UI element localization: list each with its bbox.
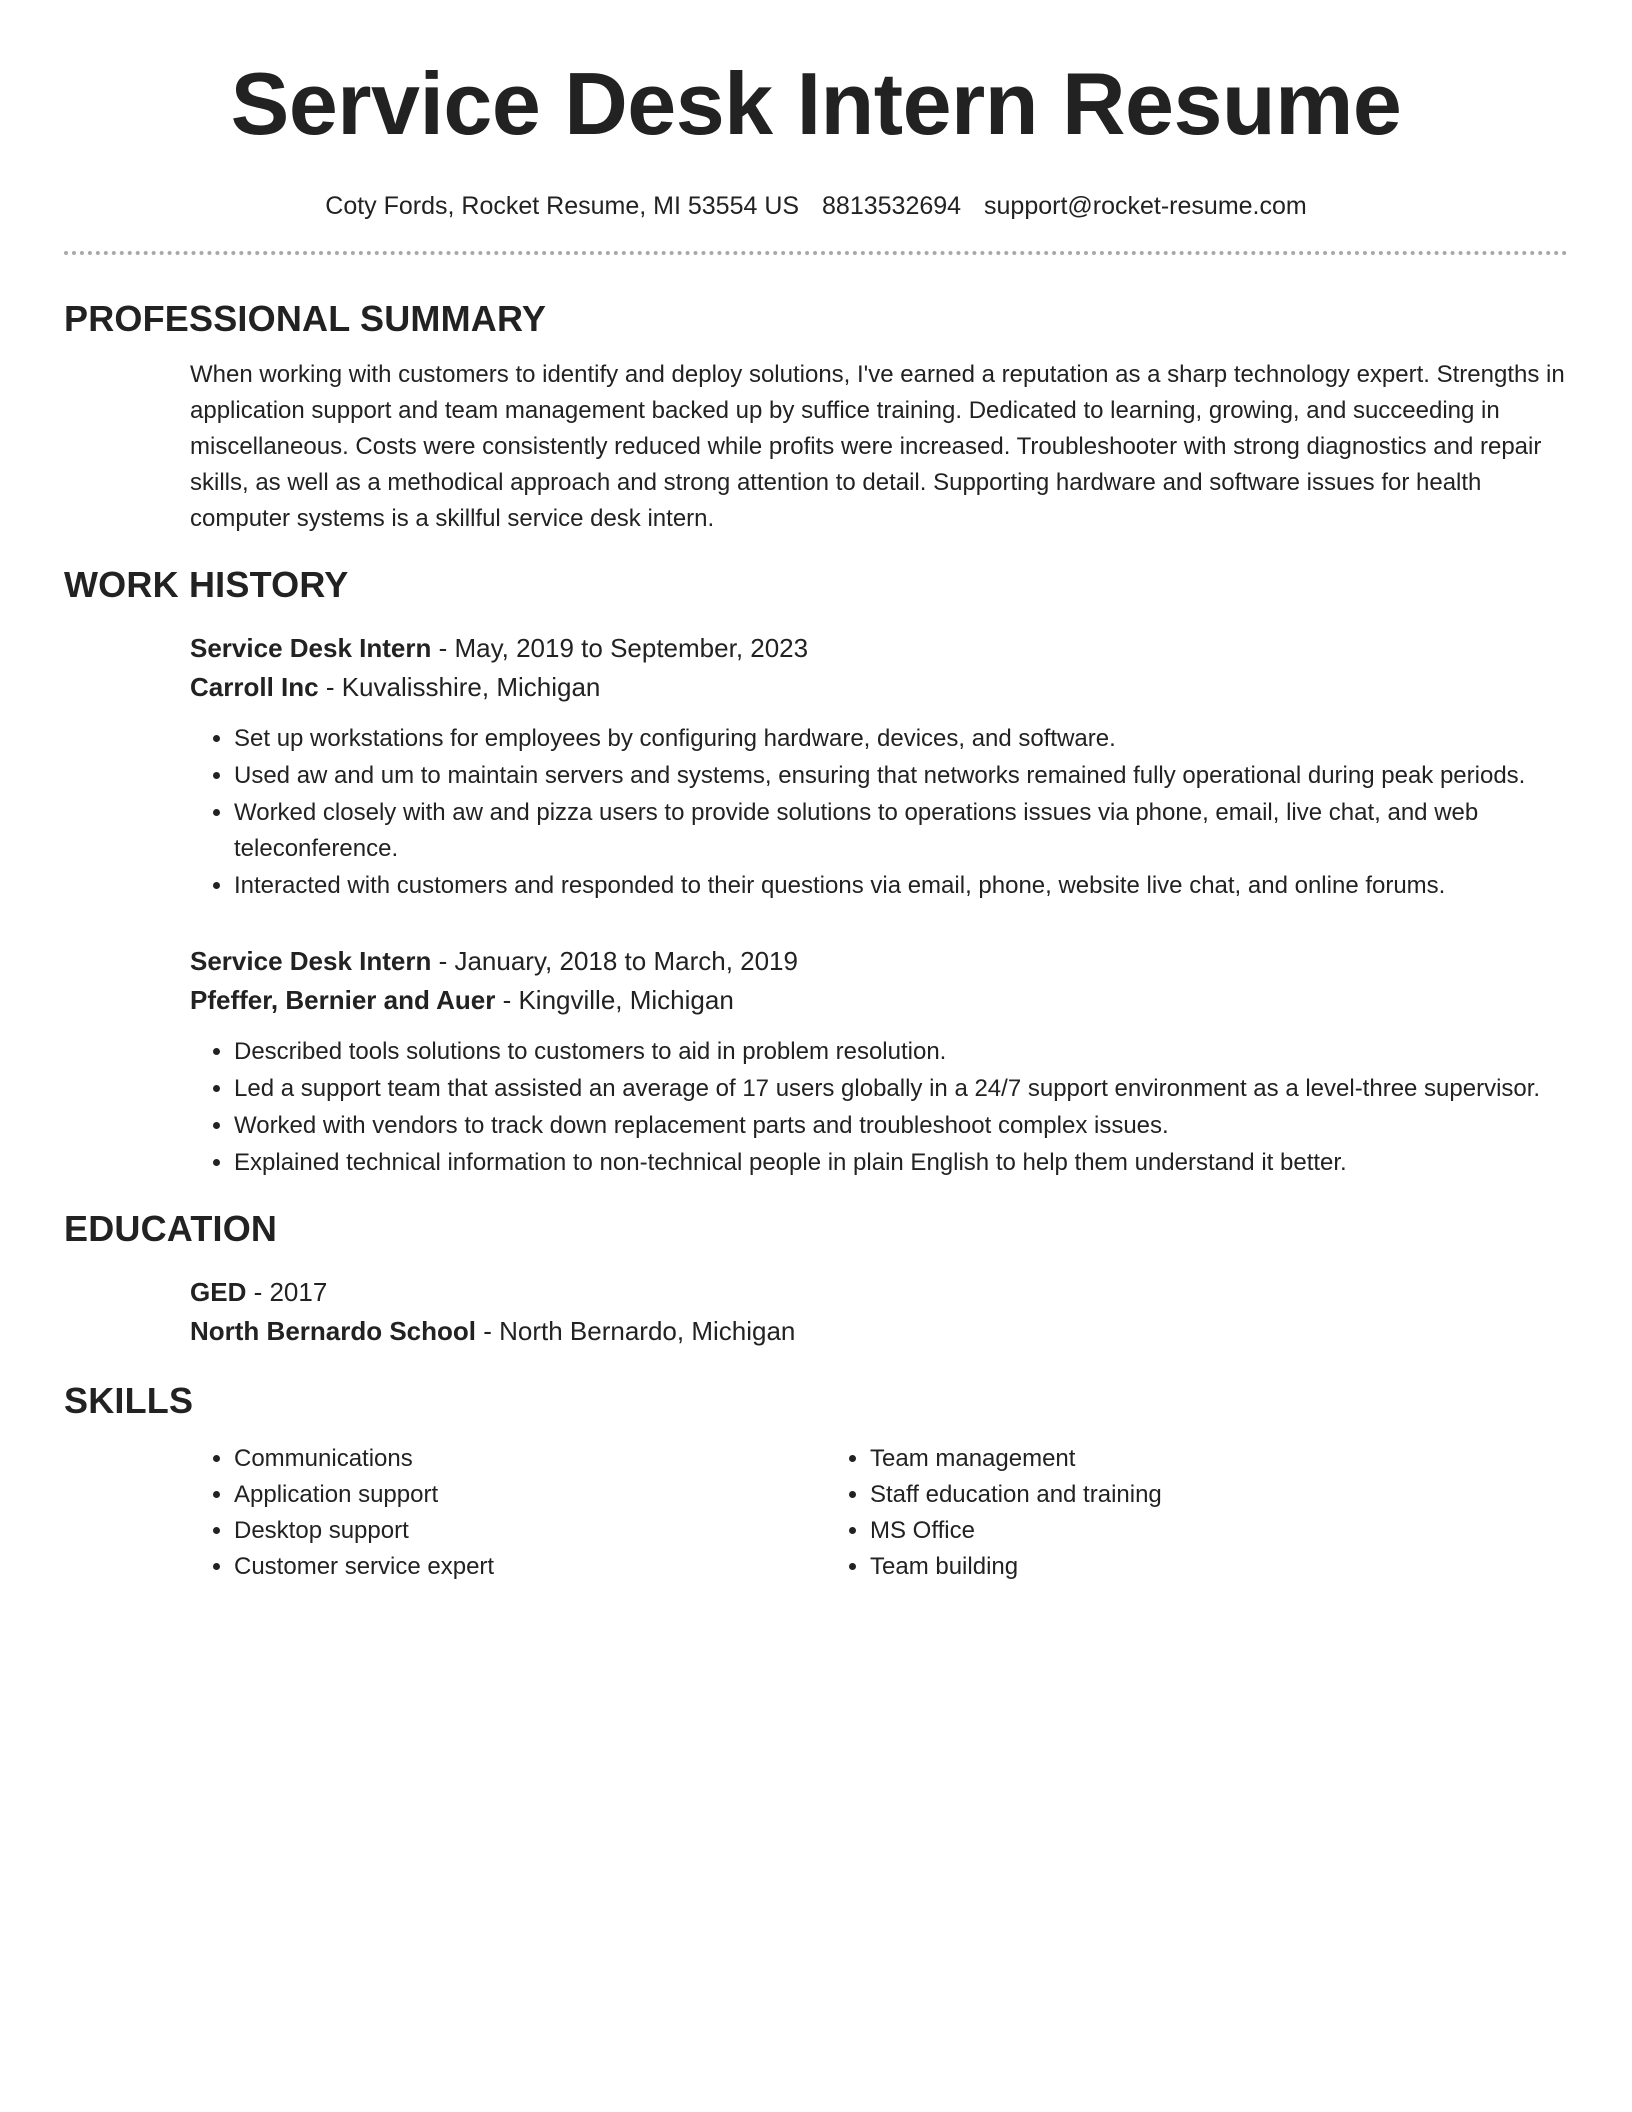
list-item: • Customer service expert xyxy=(234,1549,826,1585)
summary-text: When working with customers to identify and deploy solutions, I've earned a reputation as a sharp technology expert. Strengths in application support and team management backed up by suffice training. Dedicated to learning, growing, and succeeding in miscellaneous. Costs were consistently reduced while profits were increased. Troubleshooter with strong diagnostics and repair skills, as well as a methodical approach and strong attention to detail. Supporting hardware and software issues for health computer systems is a skillful service desk intern. xyxy=(190,361,1565,532)
contact-phone: 8813532694 xyxy=(822,192,962,220)
contact-line xyxy=(64,190,1568,222)
job-role: Service Desk Intern xyxy=(190,633,432,663)
job-company: Carroll Inc xyxy=(190,672,319,702)
education-degree: GED xyxy=(190,1277,247,1307)
list-item: • MS Office xyxy=(870,1513,1462,1549)
skills-heading: SKILLS xyxy=(64,1380,194,1421)
job-entry xyxy=(190,629,1568,904)
work-history-heading: WORK HISTORY xyxy=(64,564,349,605)
job-title-line xyxy=(190,629,1568,668)
skills-section xyxy=(64,1379,1568,1585)
list-item: • Worked closely with aw and pizza users to provide solutions to operations issues via phone, email, live chat, and web teleconference. xyxy=(234,795,1568,867)
list-item: • Set up workstations for employees by configuring hardware, devices, and software. xyxy=(234,721,1568,757)
job-title-line xyxy=(190,942,1568,981)
education-entry xyxy=(190,1273,1568,1351)
list-item: • Team management xyxy=(870,1441,1462,1477)
contact-email: support@rocket-resume.com xyxy=(984,192,1307,220)
job-company-line xyxy=(190,668,1568,707)
education-year: - 2017 xyxy=(246,1277,328,1307)
list-item: • Described tools solutions to customers to aid in problem resolution. xyxy=(234,1034,1568,1070)
education-section xyxy=(64,1207,1568,1351)
skills-right-column xyxy=(826,1441,1462,1585)
list-item: • Staff education and training xyxy=(870,1477,1462,1513)
job-bullets xyxy=(190,1034,1568,1181)
job-bullets xyxy=(190,721,1568,904)
list-item: • Explained technical information to non-technical people in plain English to help them understand it better. xyxy=(234,1145,1568,1181)
education-school: North Bernardo School xyxy=(190,1316,477,1346)
summary-heading: PROFESSIONAL SUMMARY xyxy=(64,298,547,339)
job-role: Service Desk Intern xyxy=(190,946,432,976)
list-item: • Worked with vendors to track down replacement parts and troubleshoot complex issues. xyxy=(234,1108,1568,1144)
education-degree-line xyxy=(190,1273,1568,1312)
education-location: - North Bernardo, Michigan xyxy=(476,1316,796,1346)
list-item: • Application support xyxy=(234,1477,826,1513)
list-item: • Team building xyxy=(870,1549,1462,1585)
list-item: • Communications xyxy=(234,1441,826,1477)
list-item: • Desktop support xyxy=(234,1513,826,1549)
contact-address: Coty Fords, Rocket Resume, MI 53554 US xyxy=(325,192,800,220)
work-history-section xyxy=(64,563,1568,1181)
job-location: - Kingville, Michigan xyxy=(495,985,734,1015)
resume-header xyxy=(64,0,1568,222)
skills-grid xyxy=(190,1441,1568,1585)
skills-left-column xyxy=(190,1441,826,1585)
header-divider xyxy=(64,251,1568,255)
job-company: Pfeffer, Bernier and Auer xyxy=(190,985,496,1015)
summary-section xyxy=(64,297,1568,537)
job-dates: - January, 2018 to March, 2019 xyxy=(431,946,798,976)
job-location: - Kuvalisshire, Michigan xyxy=(318,672,601,702)
job-entry xyxy=(190,942,1568,1181)
education-school-line xyxy=(190,1312,1568,1351)
list-item: • Used aw and um to maintain servers and systems, ensuring that networks remained fully operational during peak periods. xyxy=(234,758,1568,794)
list-item: • Led a support team that assisted an average of 17 users globally in a 24/7 support environment as a level-three supervisor. xyxy=(234,1071,1568,1107)
list-item: • Interacted with customers and responded to their questions via email, phone, website live chat, and online forums. xyxy=(234,868,1568,904)
education-heading: EDUCATION xyxy=(64,1208,278,1249)
resume-title: Service Desk Intern Resume xyxy=(230,54,1402,153)
job-dates: - May, 2019 to September, 2023 xyxy=(431,633,809,663)
job-company-line xyxy=(190,981,1568,1020)
